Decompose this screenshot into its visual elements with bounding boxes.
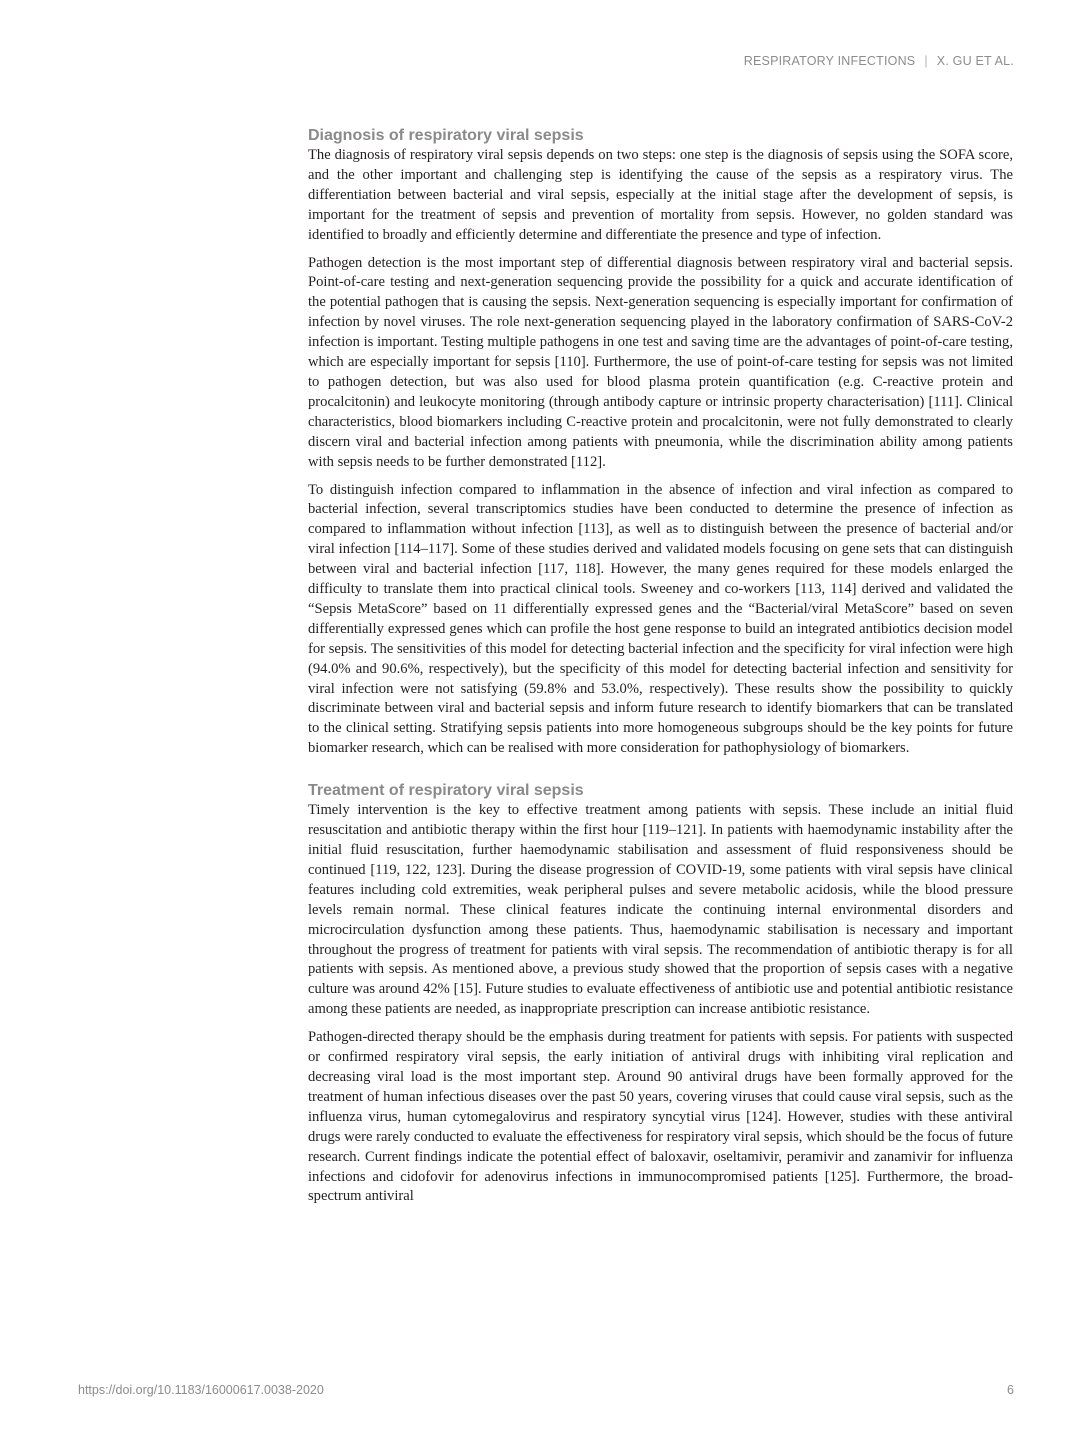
paragraph: Timely intervention is the key to effective treatment among patients with sepsis. These include an initial fluid resuscitation and antibiotic therapy within the first hour [119–121]. In patients with haemodynamic instability after the initial fluid resuscitation, further haemodynamic stabilisation and assessment of fluid responsiveness should be continued [119, 122, 123]. During the disease progression of COVID-19, some patients with viral sepsis have clinical features including cold extremities, weak peripheral pulses and severe metabolic acidosis, while the blood pressure levels remain normal. These clinical features indicate the continuing internal environmental disorders and microcirculation dysfunction among these patients. Thus, haemodynamic stabilisation is necessary and important throughout the progress of treatment for patients with viral sepsis. The recommendation of antibiotic therapy is for all patients with sepsis. As mentioned above, a previous study showed that the proportion of sepsis cases with a negative culture was around 42% [15]. Future studies to evaluate effectiveness of antibiotic use and potential antibiotic resistance among these patients are needed, as inappropriate prescription can increase antibiotic resistance. [308, 802, 1013, 1018]
header-separator: | [924, 54, 928, 68]
page-number: 6 [1007, 1383, 1014, 1397]
paragraph: Pathogen detection is the most important step of differential diagnosis between respiratory viral and bacterial sepsis. Point-of-care testing and next-generation sequencing provide the possibility for a quick and accurate identification of the potential pathogen that is causing the sepsis. Next-generation sequencing is especially important for confirmation of infection by novel viruses. The role next-generation sequencing played in the laboratory confirmation of SARS-CoV-2 infection is important. Testing multiple pathogens in one test and saving time are the advantages of point-of-care testing, which are especially important for sepsis [110]. Furthermore, the use of point-of-care testing for sepsis was not limited to pathogen detection, but was also used for blood plasma protein quantification (e.g. C-reactive protein and procalcitonin) and leukocyte monitoring (through antibody capture or intrinsic property characterisation) [111]. Clinical characteristics, blood biomarkers including C-reactive protein and procalcitonin, were not fully demonstrated to clearly discern viral and bacterial infection among patients with pneumonia, while the discrimination ability among patients with sepsis needs to be further demonstrated [112]. [308, 254, 1013, 470]
paragraph: To distinguish infection compared to inflammation in the absence of infection and viral infection as compared to bacterial infection, several transcriptomics studies have been conducted to determine the presence of infection as compared to inflammation without infection [113], as well as to distinguish between the presence of bacterial and/or viral infection [114–117]. Some of these studies derived and validated models focusing on gene sets that can distinguish between viral and bacterial infection [117, 118]. However, the many genes required for these models enlarged the difficulty to translate them into practical clinical tools. Sweeney and co-workers [113, 114] derived and validated the “Sepsis MetaScore” based on 11 differentially expressed genes and the “Bacterial/viral MetaScore” based on seven differentially expressed genes which can profile the host gene response to build an integrated antibiotics decision model for sepsis. The sensitivities of this model for detecting bacterial infection and the specificity for viral infection were high (94.0% and 90.6%, respectively), but the specificity of this model for detecting bacterial infection and sensitivity for viral infection were not satisfying (59.8% and 53.0%, respectively). These results show the possibility to quickly discriminate between viral and bacterial sepsis and inform future research to identify biomarkers that can be translated to the clinical setting. Stratifying sepsis patients into more homogeneous subgroups should be the key points for future biomarker research, which can be realised with more consideration for pathophysiology of biomarkers. [308, 481, 1013, 757]
section-treatment [308, 781, 1013, 1207]
paragraph: The diagnosis of respiratory viral sepsis depends on two steps: one step is the diagnosis of sepsis using the SOFA score, and the other important and challenging step is identifying the cause of the sepsis as a respiratory virus. The differentiation between bacterial and viral sepsis, especially at the initial stage after the development of sepsis, is important for the treatment of sepsis and prevention of mortality from sepsis. However, no golden standard was identified to broadly and efficiently determine and differentiate the presence and type of infection. [308, 147, 1013, 243]
paragraph: Pathogen-directed therapy should be the emphasis during treatment for patients with sepsis. For patients with suspected or confirmed respiratory viral sepsis, the early initiation of antiviral drugs with inhibiting viral replication and decreasing viral load is the most important step. Around 90 antiviral drugs have been formally approved for the treatment of human infectious diseases over the past 50 years, covering viruses that could cause viral sepsis, such as the influenza virus, human cytomegalovirus and respiratory syncytial virus [124]. However, studies with these antiviral drugs were rarely conducted to evaluate the effectiveness for respiratory viral sepsis, which should be the focus of future research. Current findings indicate the potential effect of baloxavir, oseltamivir, peramivir and zanamivir for influenza infections and cidofovir for adenovirus infections in immunocompromised patients [125]. Furthermore, the broad-spectrum antiviral [308, 1029, 1013, 1205]
section-diagnosis [308, 126, 1013, 759]
section-title-treatment: Treatment of respiratory viral sepsis [308, 782, 584, 800]
running-header [744, 54, 1014, 68]
section-title-diagnosis: Diagnosis of respiratory viral sepsis [308, 127, 584, 144]
doi-link[interactable]: https://doi.org/10.1183/16000617.0038-2020 [78, 1383, 324, 1397]
header-authors: X. GU ET AL. [936, 54, 1014, 68]
journal-section: RESPIRATORY INFECTIONS [743, 54, 916, 68]
article-body [308, 126, 1013, 1215]
